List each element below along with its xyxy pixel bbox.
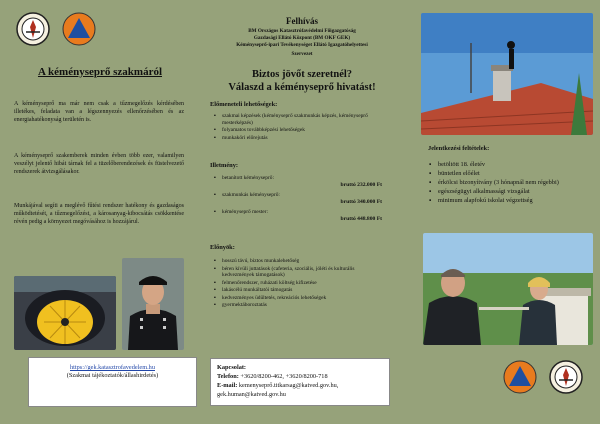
rooftop-chimney-photo — [421, 13, 593, 135]
org-line-3: Kéményseprő-ipari Tevékenységet Ellátó Igazgatóhelyettesi — [236, 42, 368, 48]
email-value-2[interactable]: gek.human@katved.gov.hu — [217, 391, 286, 398]
bullet-icon: ▪ — [214, 134, 216, 141]
civil-protection-triangle-icon — [503, 360, 537, 394]
salary-title: Illetmény: — [210, 162, 239, 169]
felhivas-heading: Felhívás — [285, 16, 318, 26]
list-item: ▪ gyermektáboroztatás — [214, 302, 267, 309]
bullet-icon: ▪ — [214, 113, 216, 119]
left-column — [0, 0, 200, 424]
list-item: ▪ folyamatos továbbképzési lehetőségek — [214, 127, 305, 134]
list-item: ▪ minimum alapfokú iskolai végzettség — [429, 197, 533, 204]
chimney-sweep-portrait-photo — [122, 258, 184, 350]
phone-value[interactable]: +3620/8200-462, +3620/8200-718 — [240, 373, 328, 380]
requirements-list — [429, 160, 588, 205]
intro-paragraph-3: Munkájával segíti a meglévő fűtési rendszer hatékony és gazdaságos működtetését, a tűzmegelőzést, a károsanyag-kibocsátás csökkentése révén pedig a környezet megóvásához is hozzájárul. — [14, 203, 184, 226]
list-item: ▪ lakáscélú munkáltatói támogatás — [214, 287, 293, 294]
advancement-list — [214, 113, 382, 142]
team-measuring-photo — [423, 233, 593, 345]
bullet-icon: ▪ — [429, 197, 432, 204]
katasztrofavedelem-emblem-icon — [16, 12, 50, 46]
bullet-icon: ▪ — [429, 179, 432, 186]
list-item: ▪ szakmunkás kéményseprő: bruttó 340.000 Ft — [214, 191, 382, 205]
contact-phone-row — [217, 372, 383, 381]
bullet-icon: ▪ — [214, 191, 216, 198]
left-title: A kéményseprő szakmáról — [37, 66, 163, 78]
list-item: ▪ munkaköri előrejutás — [214, 134, 268, 141]
salary-price: bruttó 448.800 Ft — [340, 215, 382, 222]
website-link-note: (Szakmai tájékoztatók/állashirdetés) — [66, 372, 159, 379]
katasztrofavedelem-emblem-icon — [549, 360, 583, 394]
bullet-icon: ▪ — [214, 287, 216, 294]
advancement-title: Előmeneteli lehetőségek: — [210, 101, 278, 108]
list-item: ▪ hosszú távú, biztos munkalehetőség — [214, 258, 300, 264]
benefits-list — [214, 258, 382, 310]
salary-price: bruttó 340.000 Ft — [340, 198, 382, 205]
email-value-1[interactable]: kemenyseprő.titkarsag@katved.gov.hu, — [238, 382, 339, 389]
list-item: ▪ kéményseprő mester: bruttó 448.800 Ft — [214, 208, 382, 222]
list-item: ▪ büntetlen előélet — [429, 170, 480, 177]
org-line-4: Szervezet — [291, 51, 313, 57]
list-item: ▪ érkölcsi bizonyítvány (3 hónapnál nem régebbi) — [429, 179, 559, 186]
bullet-icon: ▪ — [429, 161, 432, 168]
contact-email-row — [217, 381, 383, 390]
contact-title: Kapcsolat: — [217, 364, 247, 371]
headline — [202, 68, 402, 94]
bullet-icon: ▪ — [214, 294, 216, 301]
email-label: E-mail: — [217, 382, 238, 389]
contact-box — [210, 358, 390, 406]
intro-paragraph-2: A kéményseprő szakemberek minden évben több ezer, valamilyen veszélyt jelentő hibát tárnak fel a tüzelőberendezések és füstelvezető rendszerek átvizsgálásakor. — [14, 153, 184, 176]
website-link-box — [28, 357, 197, 407]
org-line-2: Gazdasági Ellátó Központ (BM OKF GEK) — [253, 35, 351, 41]
list-item: ▪ felmenőrendszer, ruházati költség kifizetése — [214, 279, 317, 286]
list-item: ▪ béren kívüli juttatások (cafeteria, szociális, jóléti és kulturális kedvezmények támogatások) — [214, 265, 355, 279]
bullet-icon: ▪ — [429, 188, 432, 195]
list-item: ▪ kedvezményes üdültetés, rekreációs lehetőségek — [214, 294, 327, 301]
headline-line-2: Válaszd a kéményseprő hivatást! — [228, 82, 376, 93]
intro-paragraph-1: A kéményseprő ma már nem csak a tűzmegelőzés kérdésében illetékes, feladata van a légszennyezés ellenőrzésében és az energiahatékonyság területén is. — [14, 101, 184, 124]
bullet-icon: ▪ — [214, 208, 216, 215]
civil-protection-triangle-icon — [62, 12, 96, 46]
phone-label: Telefon: — [217, 373, 239, 380]
website-link[interactable]: https://gek.katasztrofavedelem.hu — [70, 364, 155, 371]
benefits-title: Előnyök: — [210, 244, 235, 251]
bullet-icon: ▪ — [214, 302, 216, 309]
chimney-brush-photo — [14, 276, 116, 350]
list-item: ▪ betanított kéményseprő: bruttó 232.000 Ft — [214, 175, 382, 188]
org-line-1: BM Országos Katasztrófavédelmi Főigazgatóság — [248, 28, 356, 34]
requirements-title: Jelentkezési feltételek: — [428, 145, 490, 152]
salary-list — [214, 175, 382, 223]
list-item: ▪ betöltött 18. életév — [429, 161, 486, 168]
bullet-icon: ▪ — [429, 170, 432, 177]
bullet-icon: ▪ — [214, 258, 216, 264]
bullet-icon: ▪ — [214, 127, 216, 134]
bullet-icon: ▪ — [214, 265, 216, 272]
bullet-icon: ▪ — [214, 279, 216, 286]
list-item: ▪ szakmai képzések (kéményseprő szakmunkás képzés, kéményseprő mesterképzés) — [214, 113, 368, 126]
bullet-icon: ▪ — [214, 175, 216, 181]
list-item: ▪ egészségügyi alkalmassági vizsgálat — [429, 188, 530, 195]
headline-line-1: Biztos jövőt szeretnél? — [251, 69, 353, 80]
salary-price: bruttó 232.000 Ft — [340, 181, 382, 188]
